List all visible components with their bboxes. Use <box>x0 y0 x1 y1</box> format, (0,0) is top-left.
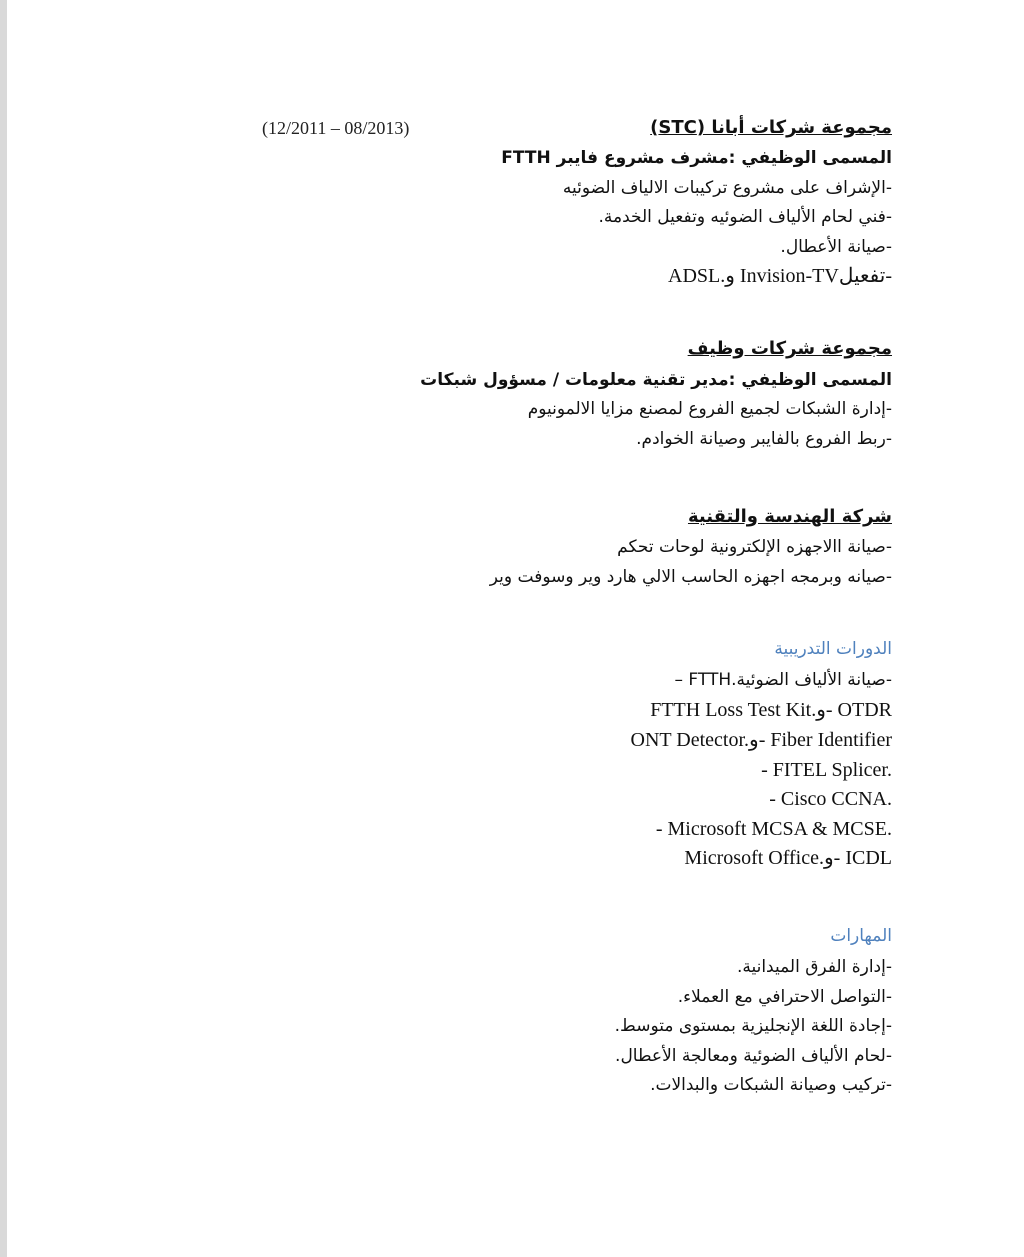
job-item: -صيانة الأعطال. <box>780 237 892 257</box>
course-item: ONT Detector.و- Fiber Identifier <box>630 729 892 751</box>
course-item: FTTH Loss Test Kit.و- OTDR <box>650 699 892 721</box>
course-item: - Microsoft MCSA & MCSE. <box>655 818 892 840</box>
course-item: - Cisco CCNA. <box>769 788 892 810</box>
skill-item: -تركيب وصيانة الشبكات والبدالات. <box>650 1075 892 1095</box>
skill-item: -التواصل الاحترافي مع العملاء. <box>677 987 892 1007</box>
job-title: المسمى الوظيفي :مشرف مشروع فايبر FTTH <box>501 148 892 168</box>
job-item: -صيانه وبرمجه اجهزه الحاسب الالي هارد وير وسوفت وير <box>489 567 892 587</box>
page-edge <box>0 0 7 1257</box>
course-item: -صيانة الألياف الضوئية.FTTH – <box>674 670 892 690</box>
skill-item: -لحام الألياف الضوئية ومعالجة الأعطال. <box>615 1046 892 1066</box>
course-item: Microsoft Office.و- ICDL <box>684 847 892 869</box>
company-heading: مجموعة شركات وظيف <box>687 338 892 359</box>
company-heading: مجموعة شركات أبانا (STC) <box>650 117 892 138</box>
job-item: -فني لحام الألياف الضوئيه وتفعيل الخدمة. <box>598 207 892 227</box>
skills-heading: المهارات <box>830 926 892 946</box>
company-heading: شركة الهندسة والتقنية <box>687 506 892 527</box>
job-item: -إدارة الشبكات لجميع الفروع لمصنع مزايا الالمونيوم <box>527 399 892 419</box>
courses-heading: الدورات التدريبية <box>774 639 892 659</box>
skill-item: -إدارة الفرق الميدانية. <box>736 957 892 977</box>
job-item: -الإشراف على مشروع تركيبات الالياف الضوئيه <box>562 178 892 198</box>
job-title: المسمى الوظيفي :مدير تقنية معلومات / مسؤول شبكات <box>420 370 892 390</box>
job-item: ADSL.و Invision-TVتفعيل- <box>668 265 892 287</box>
skill-item: -إجادة اللغة الإنجليزية بمستوى متوسط. <box>614 1016 892 1036</box>
course-item: - FITEL Splicer. <box>761 759 892 781</box>
job-item: -ربط الفروع بالفايبر وصيانة الخوادم. <box>636 429 892 449</box>
job-dates: (12/2011 – 08/2013) <box>262 118 410 138</box>
job-item: -صيانة االاجهزه الإلكترونية لوحات تحكم <box>617 537 892 557</box>
